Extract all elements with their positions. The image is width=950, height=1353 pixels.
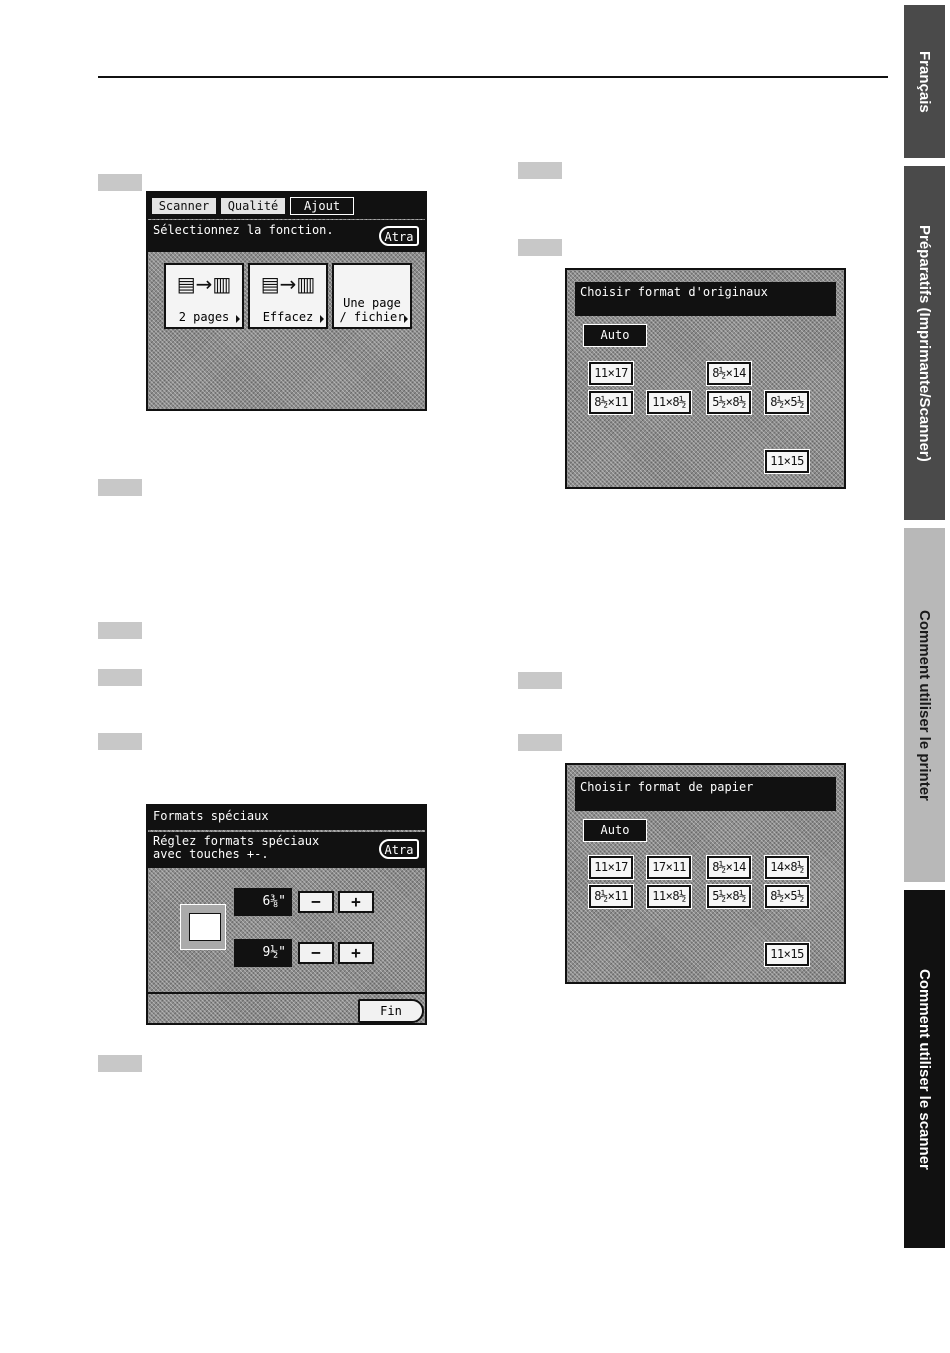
size-button-11x8.5[interactable]: 11×8½ — [647, 391, 691, 414]
size-button-17x11[interactable]: 17×11 — [647, 856, 691, 879]
auto-button[interactable]: Auto — [583, 324, 647, 347]
one-page-per-file-button[interactable]: Une page / fichier — [332, 263, 412, 329]
arrow-icon — [236, 315, 240, 323]
width-value: 6⅜" — [234, 888, 292, 916]
step-marker — [518, 162, 562, 179]
step-marker — [98, 1055, 142, 1072]
back-button[interactable]: Atra — [379, 226, 419, 246]
size-button-8.5x11[interactable]: 8½×11 — [589, 391, 633, 414]
size-button-5.5x8.5[interactable]: 5½×8½ — [707, 885, 751, 908]
tab-scanner[interactable]: Scanner — [151, 197, 217, 215]
page-outline-icon — [180, 904, 226, 950]
size-button-11x15[interactable]: 11×15 — [765, 943, 809, 966]
paper-format-screen — [565, 763, 846, 984]
special-prompt: Réglez formats spéciaux avec touches +-. — [148, 832, 425, 868]
step-marker — [98, 622, 142, 639]
special-formats-screen — [146, 804, 427, 1025]
side-tab-printer[interactable] — [904, 528, 945, 882]
header-rule — [98, 76, 888, 78]
side-tab-label: Préparatifs (Imprimante/Scanner) — [916, 224, 933, 462]
arrow-icon — [320, 315, 324, 323]
side-tab-preparatifs[interactable] — [904, 166, 945, 520]
function-screen — [146, 191, 427, 411]
height-plus-button[interactable]: + — [338, 942, 374, 964]
step-marker — [98, 479, 142, 496]
size-button-8.5x5.5[interactable]: 8½×5½ — [765, 885, 809, 908]
size-button-11x15[interactable]: 11×15 — [765, 450, 809, 473]
size-button-11x17[interactable]: 11×17 — [589, 856, 633, 879]
fin-button[interactable]: Fin — [358, 999, 424, 1023]
step-marker — [518, 734, 562, 751]
side-tab-label: Comment utiliser le scanner — [916, 968, 933, 1170]
step-marker — [518, 672, 562, 689]
size-button-11x8.5[interactable]: 11×8½ — [647, 885, 691, 908]
height-minus-button[interactable]: − — [298, 942, 334, 964]
erase-button[interactable]: ▤→▥ Effacez — [248, 263, 328, 329]
screen-title: Choisir format de papier — [575, 777, 836, 811]
side-tab-label: Comment utiliser le printer — [916, 609, 933, 801]
back-button[interactable]: Atra — [379, 839, 419, 859]
step-marker — [98, 669, 142, 686]
width-plus-button[interactable]: + — [338, 891, 374, 913]
side-tab-francais[interactable] — [904, 5, 945, 158]
size-button-14x8.5[interactable]: 14×8½ — [765, 856, 809, 879]
height-value: 9½" — [234, 939, 292, 967]
side-tab-scanner[interactable] — [904, 890, 945, 1248]
step-marker — [518, 239, 562, 256]
side-tab-label: Français — [916, 50, 933, 113]
screen-title: Choisir format d'originaux — [575, 282, 836, 316]
size-button-8.5x5.5[interactable]: 8½×5½ — [765, 391, 809, 414]
function-prompt: Sélectionnez la fonction. — [148, 220, 425, 252]
tab-qualite[interactable]: Qualité — [220, 197, 286, 215]
tab-ajout[interactable]: Ajout — [290, 197, 354, 215]
size-button-11x17[interactable]: 11×17 — [589, 362, 633, 385]
size-button-8.5x14[interactable]: 8½×14 — [707, 362, 751, 385]
auto-button[interactable]: Auto — [583, 819, 647, 842]
width-minus-button[interactable]: − — [298, 891, 334, 913]
size-button-8.5x14[interactable]: 8½×14 — [707, 856, 751, 879]
original-format-screen — [565, 268, 846, 489]
erase-icon: ▤→▥ — [260, 272, 316, 296]
size-button-5.5x8.5[interactable]: 5½×8½ — [707, 391, 751, 414]
arrow-icon — [404, 315, 408, 323]
screen-title: Formats spéciaux — [148, 806, 425, 830]
two-pages-button[interactable]: ▤→▥ 2 pages — [164, 263, 244, 329]
size-button-8.5x11[interactable]: 8½×11 — [589, 885, 633, 908]
divider — [148, 992, 425, 994]
two-pages-icon: ▤→▥ — [176, 272, 232, 296]
step-marker — [98, 733, 142, 750]
step-marker — [98, 174, 142, 191]
